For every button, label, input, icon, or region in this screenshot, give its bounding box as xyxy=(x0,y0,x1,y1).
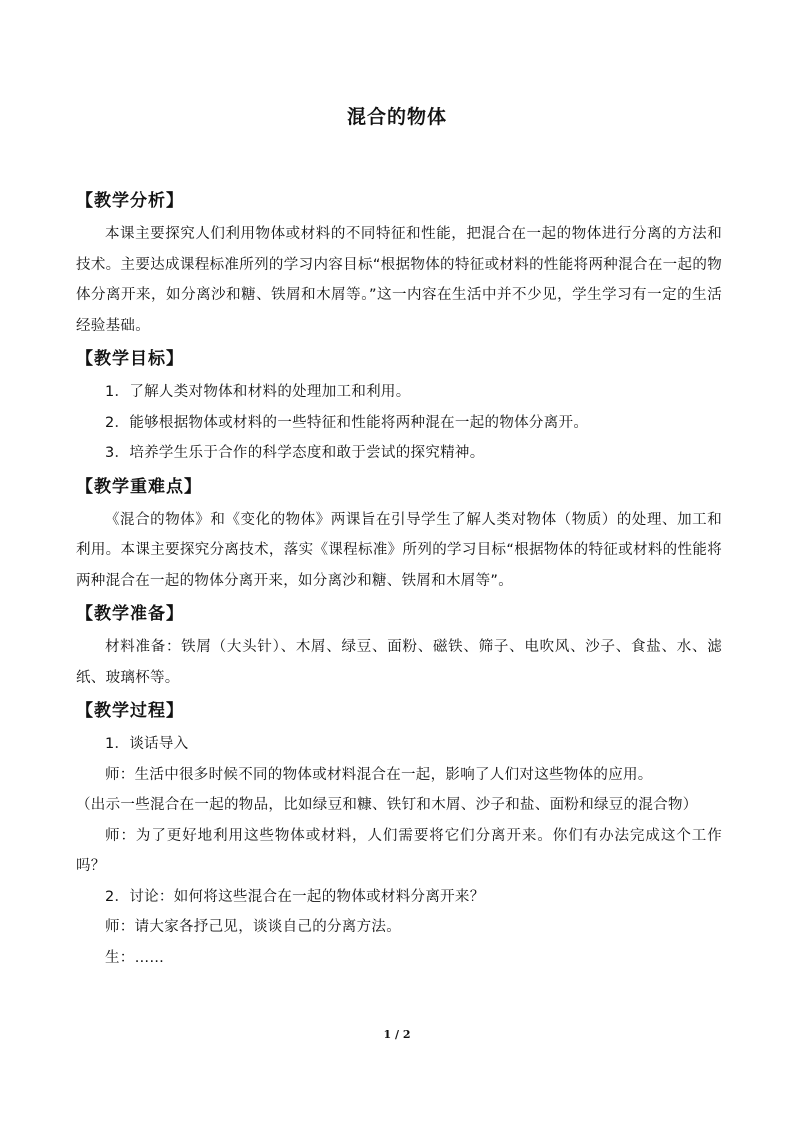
goal-item-3: 3．培养学生乐于合作的科学态度和敢于尝试的探究精神。 xyxy=(105,445,485,461)
student-line-1: 生：…… xyxy=(105,949,165,966)
process-step-2: 2．讨论：如何将这些混合在一起的物体或材料分离开来？ xyxy=(105,888,485,905)
page-number: 1 / 2 xyxy=(383,1028,411,1041)
teacher-line-2: 师：为了更好地利用这些物体或材料，人们需要将它们分离开来。你们有办法完成这个工作吗？ xyxy=(76,827,722,874)
section-heading-preparation: 【教学准备】 xyxy=(76,604,184,624)
section-heading-goals: 【教学目标】 xyxy=(76,349,184,369)
key-points-paragraph: 《混合的物体》和《变化的物体》两课旨在引导学生了解人类对物体（物质）的处理、加工和利用。本课主要探究分离技术，落实《课程标准》所列的学习目标“根据物体的特征或材料的性能将两种混合在一起的物体分离开来，如分离沙和糖、铁屑和木屑等”。 xyxy=(76,511,722,589)
section-heading-analysis: 【教学分析】 xyxy=(76,191,184,211)
teacher-line-3: 师：请大家各抒己见，谈谈自己的分离方法。 xyxy=(105,919,401,935)
goal-item-1: 1．了解人类对物体和材料的处理加工和利用。 xyxy=(105,384,411,400)
preparation-paragraph: 材料准备：铁屑（大头针）、木屑、绿豆、面粉、磁铁、筛子、电吹风、沙子、食盐、水、滤纸、玻璃杯等。 xyxy=(76,639,722,686)
teacher-line-1: 师：生活中很多时候不同的物体或材料混合在一起，影响了人们对这些物体的应用。 xyxy=(105,766,653,783)
process-step-1: 1．谈话导入 xyxy=(105,736,189,752)
demo-note: （出示一些混合在一起的物品，比如绿豆和糠、铁钉和木屑、沙子和盐、面粉和绿豆的混合物） xyxy=(76,797,698,813)
section-heading-process: 【教学过程】 xyxy=(76,701,184,721)
analysis-paragraph: 本课主要探究人们利用物体或材料的不同特征和性能，把混合在一起的物体进行分离的方法和技术。主要达成课程标准所列的学习内容目标“根据物体的特征或材料的性能将两种混合在一起的物体分离开来，如分离沙和糖、铁屑和木屑等。”这一内容在生活中并不少见，学生学习有一定的生活经验基础。 xyxy=(76,226,722,334)
document-body xyxy=(76,186,722,973)
section-heading-key-points: 【教学重难点】 xyxy=(76,476,202,497)
goal-item-2: 2．能够根据物体或材料的一些特征和性能将两种混在一起的物体分离开。 xyxy=(105,414,589,431)
page-title: 混合的物体 xyxy=(346,106,447,128)
